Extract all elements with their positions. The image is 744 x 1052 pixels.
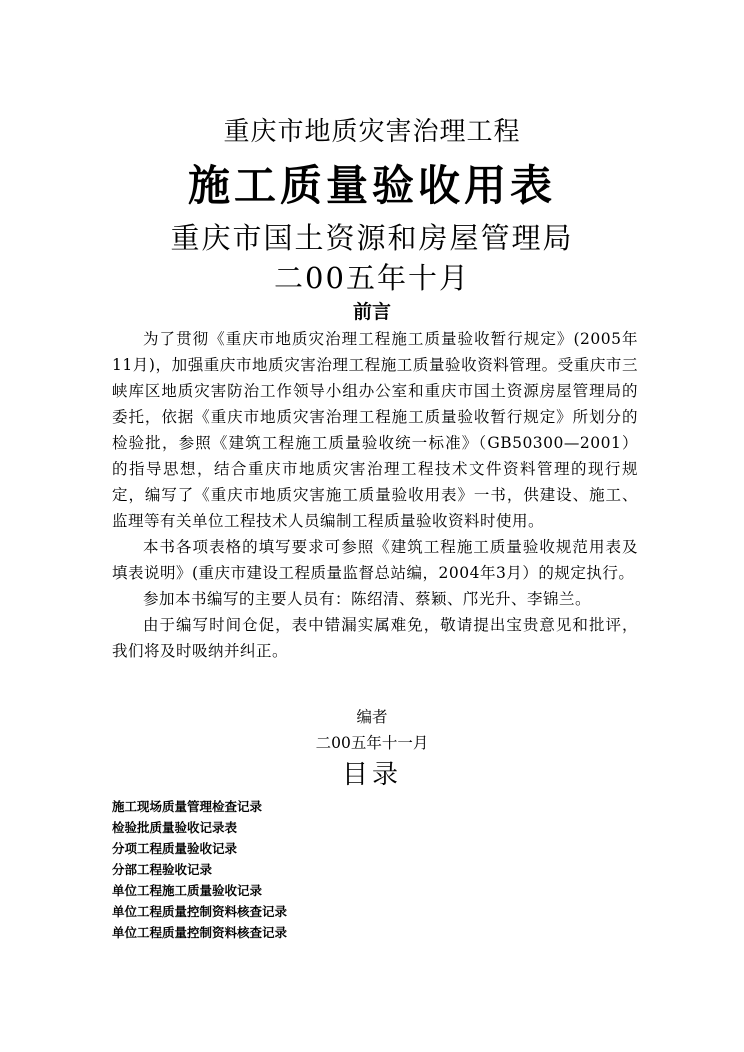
preface-heading: 前言 [352, 301, 391, 323]
toc-list [112, 796, 287, 943]
toc-heading: 目录 [341, 760, 402, 790]
toc-item[interactable]: 单位工程施工质量验收记录 [112, 883, 263, 898]
preface-paragraph: 参加本书编写的主要人员有：陈绍清、蔡颖、邝光升、李锦兰。 [143, 590, 592, 608]
preface-body [112, 326, 638, 664]
toc-item[interactable]: 施工现场质量管理检查记录 [112, 799, 263, 814]
publication-date: 二00五年十月 [274, 261, 470, 295]
toc-item[interactable]: 单位工程质量控制资料核查记录 [112, 904, 288, 919]
signoff-author: 编者 [356, 708, 388, 726]
document-title: 施工质量验收用表 [187, 161, 556, 210]
preface-paragraph: 由于编写时间仓促，表中错漏实属难免，敬请提出宝贵意见和批评，我们将及时吸纳并纠正。 [112, 616, 638, 660]
toc-item[interactable]: 检验批质量验收记录表 [112, 820, 238, 835]
toc-item[interactable]: 单位工程质量控制资料核查记录 [112, 925, 288, 940]
toc-item[interactable]: 分项工程质量验收记录 [112, 841, 238, 856]
preface-paragraph: 本书各项表格的填写要求可参照《建筑工程施工质量验收规范用表及填表说明》(重庆市建设工程质量监督总站编，2004年3月）的规定执行。 [112, 538, 638, 582]
issuing-authority: 重庆市国土资源和房屋管理局 [170, 221, 574, 255]
toc-item[interactable]: 分部工程验收记录 [112, 862, 213, 877]
signoff-date: 二00五年十一月 [315, 734, 429, 752]
document-subtitle: 重庆市地质灾害治理工程 [223, 117, 521, 147]
preface-paragraph: 为了贯彻《重庆市地质灾治理工程施工质量验收暂行规定》(2005年11月)，加强重庆市地质灾害治理工程施工质量验收资料管理。受重庆市三峡库区地质灾害防治工作领导小组办公室和重庆市国土资源房屋管理局的委托，依据《重庆市地质灾害治理工程施工质量验收暂行规定》所划分的检验批，参照《建筑工程施工质量验收统一标准》（GB50300—2001）的指导思想，结合重庆市地质灾害治理工程技术文件资料管理的现行规定，编写了《重庆市地质灾害施工质量验收用表》一书，供建设、施工、监理等有关单位工程技术人员编制工程质量验收资料时使用。 [112, 330, 638, 530]
